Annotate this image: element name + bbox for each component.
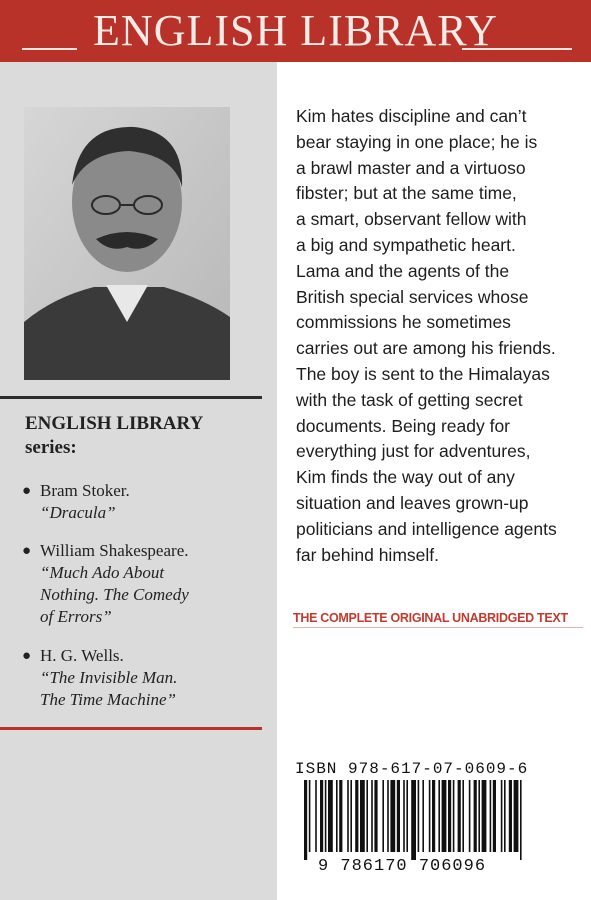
book-item-1 [22,480,272,524]
barcode-bar [432,780,435,852]
barcode-bar [382,780,384,852]
barcode-bar [469,780,471,852]
divider-top [0,396,262,399]
unabridged-note: THE COMPLETE ORIGINAL UNABRIDGED TEXT [293,611,583,628]
bullet-icon: ● [22,648,32,664]
barcode-bar [493,780,496,852]
isbn-label: ISBN 978-617-07-0609-6 [295,760,529,778]
barcode-bar [328,780,333,852]
bullet-icon: ● [22,543,32,559]
barcode-bar [309,780,311,852]
divider-bottom [0,727,262,730]
barcode-bar [501,780,503,852]
barcode-bar [304,780,307,860]
barcode-bar [336,780,338,852]
barcode-bar [390,780,395,852]
book-author: H. G. Wells. [40,646,124,665]
barcode-bar [403,780,405,852]
barcode-bar [418,780,420,852]
barcode-bar [442,780,447,852]
barcode-bar [325,780,327,852]
barcode-bar [438,780,440,852]
barcode-bar [422,780,424,852]
barcode-bar [347,780,349,852]
barcode-bar [520,780,522,860]
barcode-bar [453,780,455,852]
barcode-bar [458,780,461,852]
isbn-digits: 9 786170 706096 [318,857,487,876]
barcode-bar [482,780,487,852]
bullet-icon: ● [22,483,32,499]
barcode-bar [350,780,352,852]
barcode-bar [474,780,477,852]
barcode [304,780,522,860]
book-title: “Much Ado About Nothing. The Comedy of Errors” [40,563,189,626]
barcode-bar [411,780,416,860]
portrait-image [24,107,230,380]
barcode-bar [490,780,492,852]
barcode-bar [509,780,512,852]
barcode-bar [374,780,377,852]
barcode-bar [339,780,342,852]
series-heading [25,412,265,460]
barcode-bar [504,780,506,852]
series-title: ENGLISH LIBRARY [93,6,498,55]
book-title: “Dracula” [40,503,116,522]
barcode-bar [514,780,519,852]
barcode-bar [387,780,389,852]
book-description: Kim hates discipline and can’t bear staying in one place; he is a brawl master and a virtuoso fibster; but at the same time, a smart, observant fellow with a big and sympathetic heart. Lama and the agents of the British special services whose commissions he sometimes carries out are among his friends. The boy is sent to the Himalayas with the task of getting secret documents. Being ready for everything just for adventures, Kim finds the way out of any situation and leaves grown-up politicians and intelligence agents far behind himself. [296,106,557,565]
book-title: “The Invisible Man. The Time Machine” [40,668,178,709]
barcode-bar [397,780,400,852]
book-item-3 [22,645,272,711]
barcode-bar [371,780,373,852]
barcode-bar [478,780,480,852]
book-author: William Shakespeare. [40,541,189,560]
book-author: Bram Stoker. [40,481,130,500]
header-banner [0,0,591,62]
book-item-2 [22,540,272,628]
barcode-bar [406,780,408,852]
barcode-bar [360,780,365,852]
barcode-bar [429,780,431,852]
barcode-bar [315,780,317,852]
barcode-bar [462,780,464,852]
author-portrait [24,107,230,380]
barcode-bar [320,780,323,852]
barcode-bar [366,780,368,852]
barcode-bar [448,780,451,852]
series-heading-text: ENGLISH LIBRARY series: [25,413,204,458]
barcode-bar [355,780,358,852]
